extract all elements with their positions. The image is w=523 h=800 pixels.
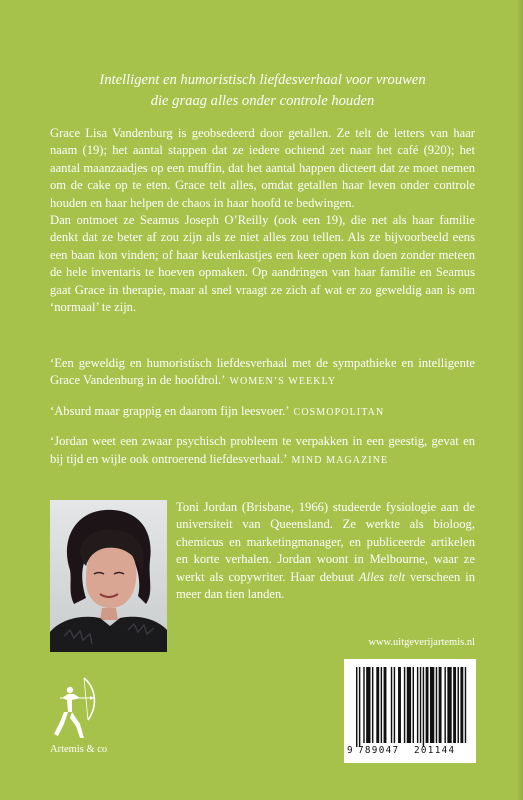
review-quote (50, 355, 475, 391)
review-quote (50, 403, 475, 421)
blurb-paragraph-1: Grace Lisa Vandenburg is geobsedeerd door getallen. Ze telt de letters van haar naam (19); het aantal stappen dat ze iedere ochtend zet naar het café (920); het aantal maanzaadjes op een muffin, dat het aantal happen dicteert dat ze moet nemen om de cake op te eten. Grace telt alles, omdat getallen haar leven onder controle houden en haar helpen de chaos in haar hoofd te bedwingen. (50, 126, 475, 210)
quote-source: WOMEN’S WEEKLY (229, 376, 337, 388)
archer-logo-icon (50, 676, 105, 741)
barcode-bar (366, 667, 370, 743)
barcode-bar (465, 667, 466, 743)
author-photo (50, 500, 167, 652)
barcode-bar (426, 667, 429, 743)
isbn-barcode (344, 659, 476, 763)
barcode-bar (398, 667, 401, 743)
barcode-bar (394, 667, 395, 743)
publisher-name: Artemis & co (50, 744, 108, 755)
blurb (50, 125, 475, 316)
isbn-group-right: 201144 (414, 745, 456, 756)
barcode-bar (417, 667, 418, 743)
barcode-bar (384, 667, 387, 743)
tagline (50, 70, 475, 112)
barcode-bar (407, 667, 411, 743)
quote-text: ‘Absurd maar grappig en daarom fijn leesvoer.’ (50, 403, 290, 418)
barcode-bar (376, 667, 379, 743)
quote-source: MIND MAGAZINE (291, 454, 389, 466)
barcode-bar (436, 667, 437, 743)
barcode-bar (363, 667, 364, 743)
barcode-bar (381, 667, 382, 743)
quote-text: ‘Een geweldig en humoristisch liefdesverhaal met de sympathieke en intelligente Grace Vandenburg in de hoofdrol.’ (50, 356, 475, 388)
barcode-bar (359, 667, 360, 747)
publisher-website[interactable]: www.uitgeverijartemis.nl (368, 637, 475, 648)
barcode-bar (444, 667, 445, 743)
isbn-digit-first: 9 (347, 745, 353, 756)
tagline-line-2: die graag alles onder controle houden (150, 93, 375, 109)
author-bio (176, 499, 475, 603)
tagline-line-1: Intelligent en humoristisch liefdesverhaal voor vrouwen (99, 72, 426, 88)
barcode-bar (460, 667, 463, 743)
isbn-group-left: 789047 (358, 745, 400, 756)
blurb-paragraph-2: Dan ontmoet ze Seamus Joseph O’Reilly (ook een 19), die net als haar familie denkt dat ze beter af zou zijn als ze niet alles zou tellen. Als ze bijvoorbeeld eens een baan kon vinden; of haar keukenkastjes een keer open kon doen zonder meteen de hele inventaris te hoeven opmaken. Op aandringen van haar familie en Seamus gaat Grace in therapie, maar al snel vraagt ze zich af wat er zo geweldig aan is om ‘normaal’ te zijn. (50, 213, 475, 315)
barcode-bar (372, 667, 373, 743)
review-quote (50, 433, 475, 469)
barcode-bar (404, 667, 405, 743)
isbn-number (344, 745, 476, 759)
barcode-bar (458, 667, 459, 743)
quote-text: ‘Jordan weet een zwaar psychisch probleem te verpakken in een geestig, gevat en bij tijd en wijle ook ontroerend liefdesverhaal.’ (50, 434, 475, 466)
barcode-bar (423, 667, 424, 747)
barcode-bar (447, 667, 451, 743)
book-title: Alles telt (358, 569, 406, 584)
barcode-bar (356, 667, 357, 747)
review-quotes (50, 355, 475, 481)
barcode-bar (413, 667, 414, 743)
author-portrait-image (50, 500, 167, 652)
barcode-bar (420, 667, 421, 743)
barcode-bar (453, 667, 456, 743)
quote-source: COSMOPOLITAN (293, 406, 385, 418)
barcode-bar (439, 667, 442, 743)
author-bio-text: Toni Jordan (Brisbane, 1966) studeerde fysiologie aan de universiteit van Queensland. Ze werkte als bioloog, chemicus en marketingmanager, en publiceerde artikelen en korte verhalen. Jordan woont in Melbourne, waar ze werkt als copywriter. Haar debuut Alles telt verscheen in meer dan tien landen. (176, 500, 476, 602)
archer-logo (50, 676, 105, 741)
barcode-bar (391, 667, 392, 743)
barcode-bar (430, 667, 434, 743)
